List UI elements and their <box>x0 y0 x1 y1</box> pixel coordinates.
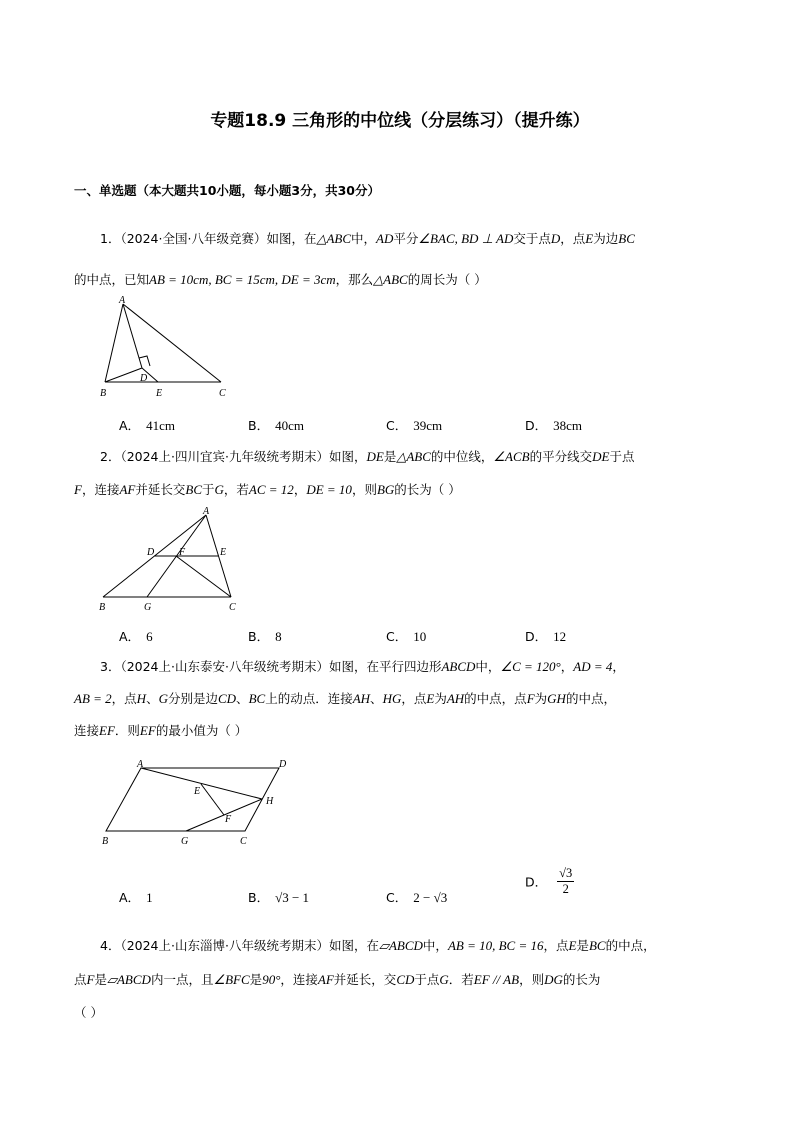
q3-option-d[interactable] <box>525 866 574 897</box>
q4-text: 的长为 <box>562 972 601 987</box>
q1-text: ，点 <box>560 231 586 246</box>
q4-text: 是 <box>576 938 589 953</box>
q2-math: AF <box>119 482 136 497</box>
q1-math: D <box>550 231 561 246</box>
option-label: D． <box>525 874 548 890</box>
q1-text: 为边 <box>593 231 619 246</box>
q4-math: ▱ABCD <box>378 938 423 953</box>
q2-text: 是 <box>383 449 397 464</box>
q4-text: 是 <box>94 972 107 987</box>
q4-math: CD <box>396 972 415 987</box>
option-value: 39cm <box>413 418 443 433</box>
q4-text: 于点 <box>414 972 440 987</box>
q3-text: 、 <box>146 691 159 706</box>
q3-option-c[interactable] <box>386 888 447 906</box>
question-4-line-1 <box>100 936 656 954</box>
option-label: D． <box>525 629 548 644</box>
q4-math: DG <box>544 972 563 987</box>
fig1-label-e: E <box>156 388 163 399</box>
q3-math: GH <box>547 691 566 706</box>
fraction-denominator: 2 <box>562 882 569 896</box>
q4-text: ．若 <box>448 972 474 987</box>
q3-text: 分别是边 <box>167 691 218 706</box>
q3-math: HG <box>382 691 402 706</box>
figure-3-parallelogram <box>98 752 298 852</box>
q4-text: 中， <box>422 938 448 953</box>
fraction-numerator: √3 <box>559 866 573 880</box>
option-value: 6 <box>146 629 153 644</box>
option-label: A． <box>119 890 141 905</box>
q3-option-b[interactable] <box>248 888 309 906</box>
figure-1-triangle <box>95 292 245 404</box>
q1-option-b[interactable] <box>248 416 304 434</box>
question-2-line-1 <box>100 447 635 465</box>
q2-math: BC <box>185 482 202 497</box>
q4-math: BC <box>588 938 606 953</box>
question-3-line-1 <box>100 657 625 675</box>
q3-math: AH <box>352 691 371 706</box>
question-4-line-3: （ ） <box>74 1005 103 1020</box>
q1-math: △ABC <box>373 272 408 287</box>
fig3-label-h: H <box>266 796 274 807</box>
fig3-label-b: B <box>102 836 109 847</box>
q3-text: ， <box>612 659 625 674</box>
q2-text: 于点 <box>609 449 635 464</box>
fig1-label-c: C <box>219 388 226 399</box>
q4-text: 是 <box>249 972 263 987</box>
q2-text: 的长为（ ） <box>394 482 461 497</box>
q1-option-d[interactable] <box>525 416 582 434</box>
q3-text: 为 <box>434 691 447 706</box>
fig2-label-g: G <box>144 602 152 611</box>
q3-math: EF <box>139 723 156 738</box>
q4-text: ，连接 <box>280 972 318 987</box>
q3-math: G <box>158 691 168 706</box>
option-value: 2 − √3 <box>413 890 448 905</box>
q4-text: ，则 <box>519 972 545 987</box>
q1-math: AB = 10cm, BC = 15cm, DE = 3cm <box>149 272 336 287</box>
fig2-label-f: F <box>179 547 186 558</box>
section-heading: 一、单选题（本大题共10小题，每小题3分，共30分） <box>74 183 380 198</box>
q4-math: G <box>439 972 449 987</box>
q4-math: ∠BFC <box>213 972 250 987</box>
q3-math: CD <box>217 691 237 706</box>
q3-text: ， <box>560 659 574 674</box>
q2-math: AC = 12 <box>248 482 294 497</box>
q4-text: 点 <box>74 972 87 987</box>
q4-text: 的中点， <box>605 938 656 953</box>
q2-option-b[interactable] <box>248 627 282 645</box>
option-label: A． <box>119 629 141 644</box>
q2-math: △ABC <box>396 449 431 464</box>
option-value: 41cm <box>146 418 175 433</box>
option-label: D． <box>525 418 548 433</box>
q2-math: BG <box>376 482 395 497</box>
q2-text: ，连接 <box>81 482 120 497</box>
q2-text: 并延长交 <box>135 482 186 497</box>
q3-text: 的中点， <box>565 691 616 706</box>
question-4-line-2 <box>74 970 600 988</box>
q3-text: 上的动点．连接 <box>265 691 353 706</box>
fig2-label-a: A <box>203 506 210 517</box>
q4-math: ▱ABCD <box>106 972 151 987</box>
q2-option-a[interactable] <box>119 627 153 645</box>
option-value: √3 − 1 <box>275 890 310 905</box>
fig1-label-a: A <box>119 295 126 306</box>
q1-text: 的中点，已知 <box>74 272 150 287</box>
q1-text: 平分 <box>393 231 419 246</box>
q2-math: G <box>214 482 224 497</box>
option-value: 40cm <box>275 418 304 433</box>
q3-option-a[interactable] <box>119 888 153 906</box>
q4-math: E <box>568 938 577 953</box>
q1-text: 1．（2024·全国·八年级竞赛）如图，在 <box>100 231 317 246</box>
q1-option-a[interactable] <box>119 416 175 434</box>
q3-text: 3．（2024上·山东泰安·八年级统考期末）如图，在平行四边形 <box>100 659 442 674</box>
q1-text: 中， <box>351 231 377 246</box>
fig3-label-g: G <box>181 836 189 847</box>
fig3-label-f: F <box>225 814 232 825</box>
option-value: 1 <box>146 890 153 905</box>
q4-text: 内一点，且 <box>150 972 214 987</box>
q3-math: F <box>526 691 535 706</box>
q1-text: 交于点 <box>513 231 551 246</box>
option-value: 38cm <box>553 418 583 433</box>
option-value: 12 <box>553 629 567 644</box>
q2-math: DE <box>366 449 384 464</box>
fig2-label-d: D <box>147 547 155 558</box>
q2-text: 的平分线交 <box>529 449 593 464</box>
q2-math: DE = 10 <box>306 482 352 497</box>
q4-text: ，点 <box>543 938 569 953</box>
question-1-line-1 <box>100 229 635 247</box>
q1-math: AD <box>376 231 394 246</box>
fig2-label-b: B <box>99 602 106 611</box>
option-label: B． <box>248 629 270 644</box>
option-label: B． <box>248 890 270 905</box>
q2-text: ， <box>293 482 307 497</box>
q3-text: 为 <box>534 691 548 706</box>
fig2-label-e: E <box>220 547 227 558</box>
q3-math: E <box>426 691 435 706</box>
q1-math: BC <box>618 231 635 246</box>
q4-math: AF <box>317 972 334 987</box>
q3-math: H <box>136 691 147 706</box>
q3-text: 的中点，点 <box>464 691 527 706</box>
q4-math: AB = 10, BC = 16 <box>447 938 544 953</box>
q4-math: EF // AB <box>473 972 520 987</box>
q3-math: AB = 2 <box>74 691 112 706</box>
q2-option-c[interactable] <box>386 627 426 645</box>
fig3-label-a: A <box>137 759 144 770</box>
q3-text: 中， <box>475 659 501 674</box>
option-label: C． <box>386 629 408 644</box>
fig3-label-c: C <box>240 836 247 847</box>
q3-text: 的最小值为（ ） <box>155 723 248 738</box>
option-value: 8 <box>275 629 282 644</box>
q3-text: 、 <box>370 691 383 706</box>
q3-math: ABCD <box>441 659 476 674</box>
q1-math: △ABC <box>316 231 352 246</box>
q2-text: 2．（2024上·四川宜宾·九年级统考期末）如图， <box>100 449 367 464</box>
q3-text: ，点 <box>401 691 427 706</box>
q3-math: AH <box>446 691 465 706</box>
q2-text: 的中位线， <box>430 449 494 464</box>
page-title: 专题18.9 三角形的中位线（分层练习）（提升练） <box>210 111 590 131</box>
question-1-line-2 <box>74 270 487 288</box>
option-label: C． <box>386 418 408 433</box>
fig1-label-b: B <box>100 388 107 399</box>
q3-math: AD = 4 <box>573 659 613 674</box>
q3-math: ∠C = 120° <box>500 659 561 674</box>
q2-text: ，若 <box>223 482 249 497</box>
q2-math: F <box>74 482 82 497</box>
q1-text: ，那么 <box>335 272 374 287</box>
q3-text: 、 <box>236 691 249 706</box>
q1-math: ∠BAC, BD ⊥ AD <box>418 231 514 246</box>
q3-text: 连接 <box>74 723 100 738</box>
q3-text: ．则 <box>114 723 140 738</box>
q3-math: EF <box>99 723 115 738</box>
question-2-line-2 <box>74 480 461 498</box>
question-3-line-3 <box>74 721 247 739</box>
q2-option-d[interactable] <box>525 627 566 645</box>
q3-text: ，点 <box>111 691 137 706</box>
fig2-label-c: C <box>229 602 236 611</box>
question-3-line-2 <box>74 689 616 707</box>
option-label: B． <box>248 418 270 433</box>
option-label: C． <box>386 890 408 905</box>
q2-text: ，则 <box>351 482 377 497</box>
q2-text: 于 <box>202 482 215 497</box>
q1-math: E <box>585 231 594 246</box>
q4-text: 并延长，交 <box>333 972 397 987</box>
q2-math: DE <box>592 449 610 464</box>
q4-math: 90° <box>262 972 281 987</box>
q4-text: 4．（2024上·山东淄博·八年级统考期末）如图，在 <box>100 938 379 953</box>
fig1-label-d: D <box>140 373 148 384</box>
fig3-label-d: D <box>279 759 287 770</box>
option-value: 10 <box>413 629 427 644</box>
fig3-label-e: E <box>194 786 201 797</box>
q2-math: ∠ACB <box>493 449 530 464</box>
fraction <box>557 866 574 897</box>
q1-text: 的周长为（ ） <box>407 272 487 287</box>
figure-2-triangle <box>95 505 245 611</box>
q4-math: F <box>86 972 95 987</box>
q3-math: BC <box>248 691 266 706</box>
q1-option-c[interactable] <box>386 416 442 434</box>
option-label: A． <box>119 418 141 433</box>
